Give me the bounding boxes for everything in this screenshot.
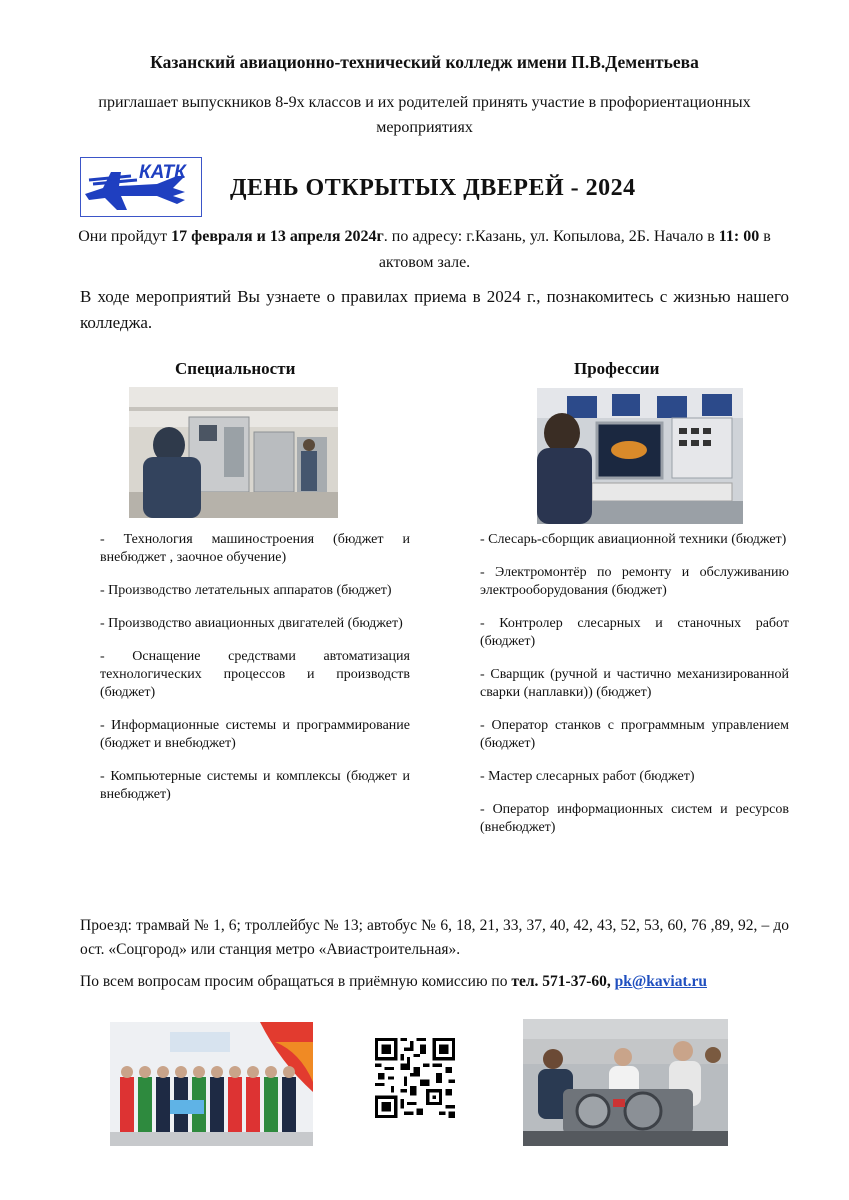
list-item: - Производство авиационных двигателей (бюджет) [100,616,403,631]
email-link[interactable]: pk@kaviat.ru [614,973,707,990]
list-item: - Оператор информационных систем и ресурсов (внебюджет) [480,802,789,835]
list-item: - Производство летательных аппаратов (бюджет) [100,583,392,598]
list-item: - Оснащение средствами автоматизация технологических процессов и производств (бюджет) [100,649,410,700]
logo-text: КАТК [139,162,186,183]
workshop-photo [523,1019,728,1146]
list-item: - Электромонтёр по ремонту и обслуживанию электрооборудования (бюджет) [480,565,789,598]
group-photo [110,1022,313,1146]
list-item: - Мастер слесарных работ (бюджет) [480,769,695,784]
phone-number: тел. 571-37-60, [511,973,611,990]
list-item: - Контролер слесарных и станочных работ (бюджет) [480,616,789,649]
katk-logo [80,157,202,217]
list-item: - Сварщик (ручной и частично механизированной сварки (наплавки)) (бюджет) [480,667,789,700]
professions-photo [537,388,743,524]
list-item: - Оператор станков с программным управлением (бюджет) [480,718,789,751]
event-intro: В ходе мероприятий Вы узнаете о правилах приема в 2024 г., познакомитесь с жизнью нашего колледжа. [80,287,789,332]
invitation-text: приглашает выпускников 8-9х классов и их родителей принять участие в профориентационных мероприятиях [98,94,751,136]
qr-code[interactable] [375,1038,455,1118]
specialties-photo [129,387,338,518]
list-item: - Технология машиностроения (бюджет и внебюджет , заочное обучение) [100,532,410,565]
list-item: - Слесарь-сборщик авиационной техники (бюджет) [480,532,787,547]
list-item: - Компьютерные системы и комплексы (бюджет и внебюджет) [100,769,410,802]
professions-heading: Профессии [574,359,660,378]
event-dates: Они пройдут 17 февраля и 13 апреля 2024г. по адресу: г.Казань, ул. Копылова, 2Б. Начало в 11: 00 в актовом зале. [78,228,771,271]
college-name: Казанский авиационно-технический колледж имени П.В.Дементьева [150,52,699,72]
transport-info: Проезд: трамвай № 1, 6; троллейбус № 13; автобус № 6, 18, 21, 33, 37, 40, 42, 43, 52, 53, 60, 76 ,89, 92, – до ост. «Соцгород» или станция метро «Авиастроительная». [80,917,789,958]
list-item: - Информационные системы и программирование (бюджет и внебюджет) [100,718,410,751]
contacts-line: По всем вопросам просим обращаться в приёмную комиссию по тел. 571-37-60, pk@kaviat.ru [80,973,707,990]
specialties-heading: Специальности [175,359,296,378]
professions-list [480,531,789,852]
specialties-list [100,531,410,819]
event-title: ДЕНЬ ОТКРЫТЫХ ДВЕРЕЙ - 2024 [230,175,636,201]
